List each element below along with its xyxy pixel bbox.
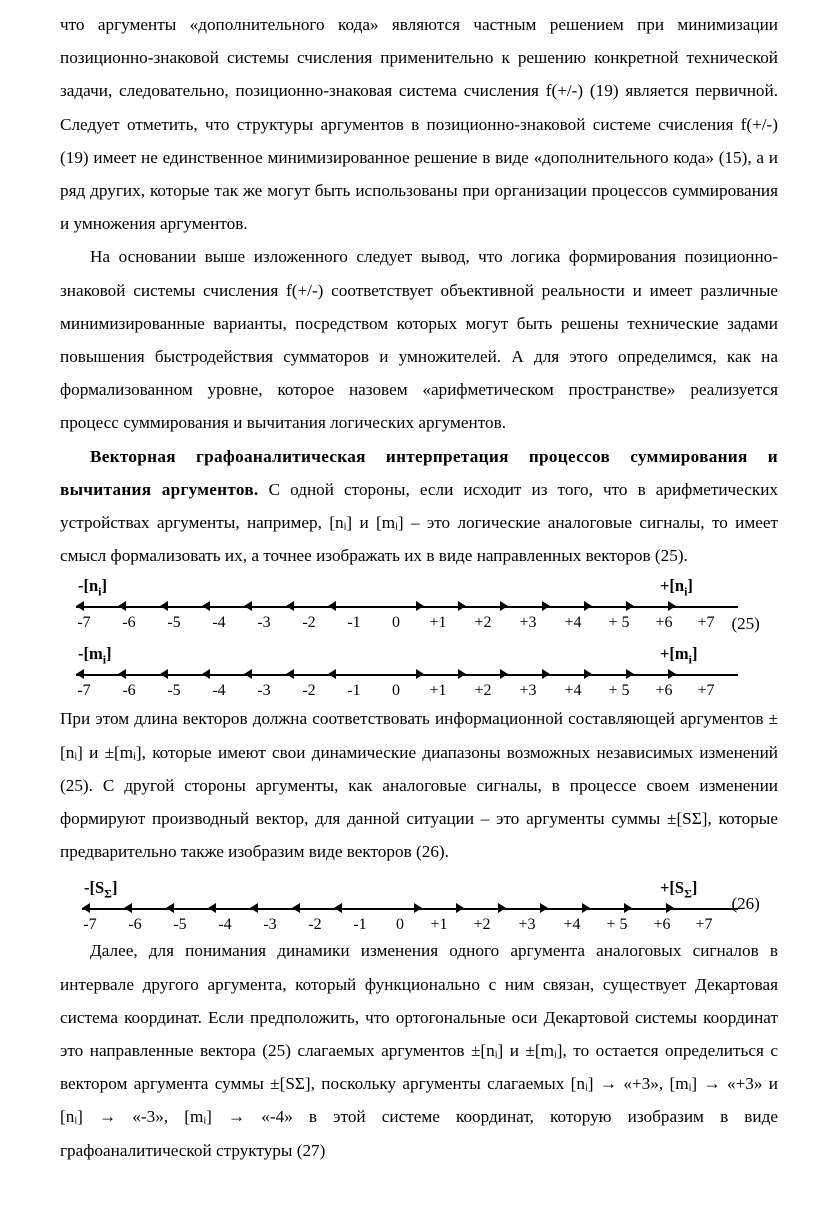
arrow-left-icon: [202, 669, 210, 679]
arrow-left-icon: [118, 601, 126, 611]
arrow-left-icon: [244, 601, 252, 611]
paragraph-3: [60, 440, 778, 573]
arrow-left-icon: [160, 601, 168, 611]
paragraph-5: [60, 934, 778, 1166]
arrow-right-icon: [584, 601, 592, 611]
tick-label: + 5: [606, 916, 628, 934]
equation-number: (26): [731, 894, 760, 914]
equation-number: (25): [731, 614, 760, 634]
arrow-right-icon: [666, 903, 674, 913]
tick-label: -3: [257, 614, 271, 632]
arrow-right-icon: [500, 601, 508, 611]
tick-label: 0: [396, 916, 404, 934]
tick-label: -2: [308, 916, 322, 934]
arrow-right-icon: [416, 669, 424, 679]
arrow-left-icon: [202, 601, 210, 611]
arrow-right-icon: [456, 903, 464, 913]
vector-m-labels: [60, 644, 778, 666]
vector-s-labels: [60, 878, 778, 900]
tick-label: +4: [564, 682, 582, 700]
tick-label: +1: [429, 614, 447, 632]
arrow-right-icon: [542, 669, 550, 679]
arrow-left-icon: [208, 903, 216, 913]
arrow-left-icon: [328, 669, 336, 679]
vector-s-axis: [82, 900, 738, 916]
tick-label: -7: [77, 614, 91, 632]
tick-label: -2: [302, 682, 316, 700]
arrow-left-icon: [160, 669, 168, 679]
paragraph-3-heading: Векторная графоаналитическая интерпретация процессов суммирования и вычитания аргументов.: [60, 446, 778, 499]
arrow-right-icon: [668, 601, 676, 611]
arrow-right-icon: [668, 669, 676, 679]
paragraph-3-text: С одной стороны, если исходит из того, что в арифметических устройствах аргументы, например, [nᵢ] и [mᵢ] – это логические аналоговые сигналы, то имеет смысл формализовать их, а точнее изображать их в виде направленных векторов (25).: [60, 479, 779, 566]
tick-label: +6: [655, 682, 673, 700]
tick-label: +3: [519, 614, 537, 632]
tick-label: +4: [563, 916, 581, 934]
arrow-left-icon: [286, 601, 294, 611]
tick-label: -7: [83, 916, 97, 934]
tick-label: +7: [695, 916, 713, 934]
arrow-left-icon: [328, 601, 336, 611]
vector-s-axis-line: [82, 908, 738, 909]
vector-s-right-label: $+[S_\Sigma]$: [660, 878, 698, 901]
paragraph-4: [60, 702, 778, 868]
arrow-right-icon: [500, 669, 508, 679]
paragraph-2: [60, 240, 778, 439]
tick-label: -2: [302, 614, 316, 632]
arrow-left-icon: [334, 903, 342, 913]
vector-diagram-s: [60, 878, 778, 942]
vector-s-left-label: $-[S_\Sigma]$: [84, 878, 118, 901]
arrow-left-icon: [166, 903, 174, 913]
tick-label: -5: [173, 916, 187, 934]
tick-label: -6: [122, 614, 136, 632]
arrow-left-icon: [286, 669, 294, 679]
vector-n-ticks: [76, 614, 760, 636]
arrow-right-icon: [626, 601, 634, 611]
paragraph-1-text: что аргументы «дополнительного кода» являются частным решением при минимизации позиционно-знаковой системы счисления применительно к решению конкретной технической задачи, следовательно, позиционно-знаковая система счисления f(+/-) (19) является первичной. Следует отметить, что структуры аргументов в позиционно-знаковой системе счисления f(+/-) (19) имеет не единственное минимизированное решение в виде «дополнительного кода» (15), а и ряд других, которые так же могут быть использованы при организации процессов суммирования и умножения аргументов.: [60, 15, 778, 234]
tick-label: -1: [353, 916, 367, 934]
tick-label: -3: [257, 682, 271, 700]
tick-label: -6: [122, 682, 136, 700]
arrow-left-icon: [118, 669, 126, 679]
tick-label: +3: [518, 916, 536, 934]
paragraph-1: [60, 8, 778, 240]
tick-label: +2: [474, 682, 492, 700]
paragraph-2-text: На основании выше изложенного следует вывод, что логика формирования позиционно-знаковой системы счисления f(+/-) соответствует объективной реальности и имеет различные минимизированные варианты, посредством которых могут быть решены технические задами повышения быстродействия сумматоров и умножителей. А для этого определимся, как на формализованном уровне, которое назовем «арифметическом пространстве» реализуется процесс суммирования и вычитания логических аргументов.: [60, 247, 778, 433]
paragraph-5-body: Далее, для понимания динамики изменения одного аргумента аналоговых сигналов в интервале другого аргумента, который функционально с ним связан, существует Декартовая система координат. Если предположить, что ортогональные оси Декартовой системы координат это направленные вектора (25) слагаемых аргументов ±[nᵢ] и ±[mᵢ], то остается определиться с вектором аргумента суммы ±[SΣ], поскольку аргументы слагаемых [nᵢ] → «+3», [mᵢ] → «+3» и [nᵢ] → «-3», [mᵢ] → «-4» в этой системе координат, которую изобразим в виде графоаналитической структуры (27): [60, 941, 778, 1160]
arrow-right-icon: [498, 903, 506, 913]
tick-label: +7: [697, 682, 715, 700]
tick-label: -4: [218, 916, 232, 934]
arrow-right-icon: [458, 601, 466, 611]
tick-label: -1: [347, 682, 361, 700]
arrow-right-icon: [584, 669, 592, 679]
arrow-right-icon: [458, 669, 466, 679]
tick-label: +2: [474, 614, 492, 632]
arrow-left-icon: [292, 903, 300, 913]
tick-label: -5: [167, 682, 181, 700]
vector-m-axis-line: [76, 674, 738, 675]
tick-label: +6: [655, 614, 673, 632]
tick-label: -4: [212, 614, 226, 632]
arrow-left-icon: [250, 903, 258, 913]
arrow-right-icon: [540, 903, 548, 913]
tick-label: 0: [392, 682, 400, 700]
vector-n-labels: [60, 576, 778, 598]
vector-s-ticks: [82, 894, 760, 938]
vector-m-right-label: $+[m_i]$: [660, 644, 698, 667]
vector-m-ticks: [76, 682, 738, 704]
arrow-left-icon: [76, 669, 84, 679]
arrow-left-icon: [124, 903, 132, 913]
arrow-right-icon: [626, 669, 634, 679]
tick-label: 0: [392, 614, 400, 632]
arrow-right-icon: [624, 903, 632, 913]
vector-n-axis: [76, 598, 738, 614]
tick-label: -4: [212, 682, 226, 700]
tick-label: +7: [697, 614, 715, 632]
tick-label: +3: [519, 682, 537, 700]
vector-n-axis-line: [76, 606, 738, 607]
arrow-right-icon: [416, 601, 424, 611]
vector-m-axis: [76, 666, 738, 682]
tick-label: -6: [128, 916, 142, 934]
arrow-right-icon: [414, 903, 422, 913]
arrow-left-icon: [244, 669, 252, 679]
vector-diagram-m: [60, 644, 778, 702]
tick-label: +1: [430, 916, 448, 934]
tick-label: + 5: [608, 682, 630, 700]
tick-label: -3: [263, 916, 277, 934]
tick-label: +4: [564, 614, 582, 632]
vector-m-left-label: $-[m_i]$: [78, 644, 112, 667]
tick-label: + 5: [608, 614, 630, 632]
tick-label: -1: [347, 614, 361, 632]
tick-label: +2: [473, 916, 491, 934]
tick-label: +1: [429, 682, 447, 700]
arrow-left-icon: [82, 903, 90, 913]
tick-label: +6: [653, 916, 671, 934]
arrow-right-icon: [542, 601, 550, 611]
tick-label: -7: [77, 682, 91, 700]
arrow-right-icon: [582, 903, 590, 913]
vector-diagram-n: [60, 576, 778, 640]
tick-label: -5: [167, 614, 181, 632]
arrow-left-icon: [76, 601, 84, 611]
vector-n-left-label: $-[n_i]$: [78, 576, 107, 599]
paragraph-4-body: При этом длина векторов должна соответствовать информационной составляющей аргументов ±[nᵢ] и ±[mᵢ], которые имеют свои динамические диапазоны возможных независимых изменений (25). С другой стороны аргументы, как аналоговые сигналы, в процессе своем изменении формируют производный вектор, для данной ситуации – это аргументы суммы ±[SΣ], которые предварительно также изобразим виде векторов (26).: [60, 709, 778, 862]
document-body: [60, 8, 778, 1167]
vector-n-right-label: $+[n_i]$: [660, 576, 693, 599]
